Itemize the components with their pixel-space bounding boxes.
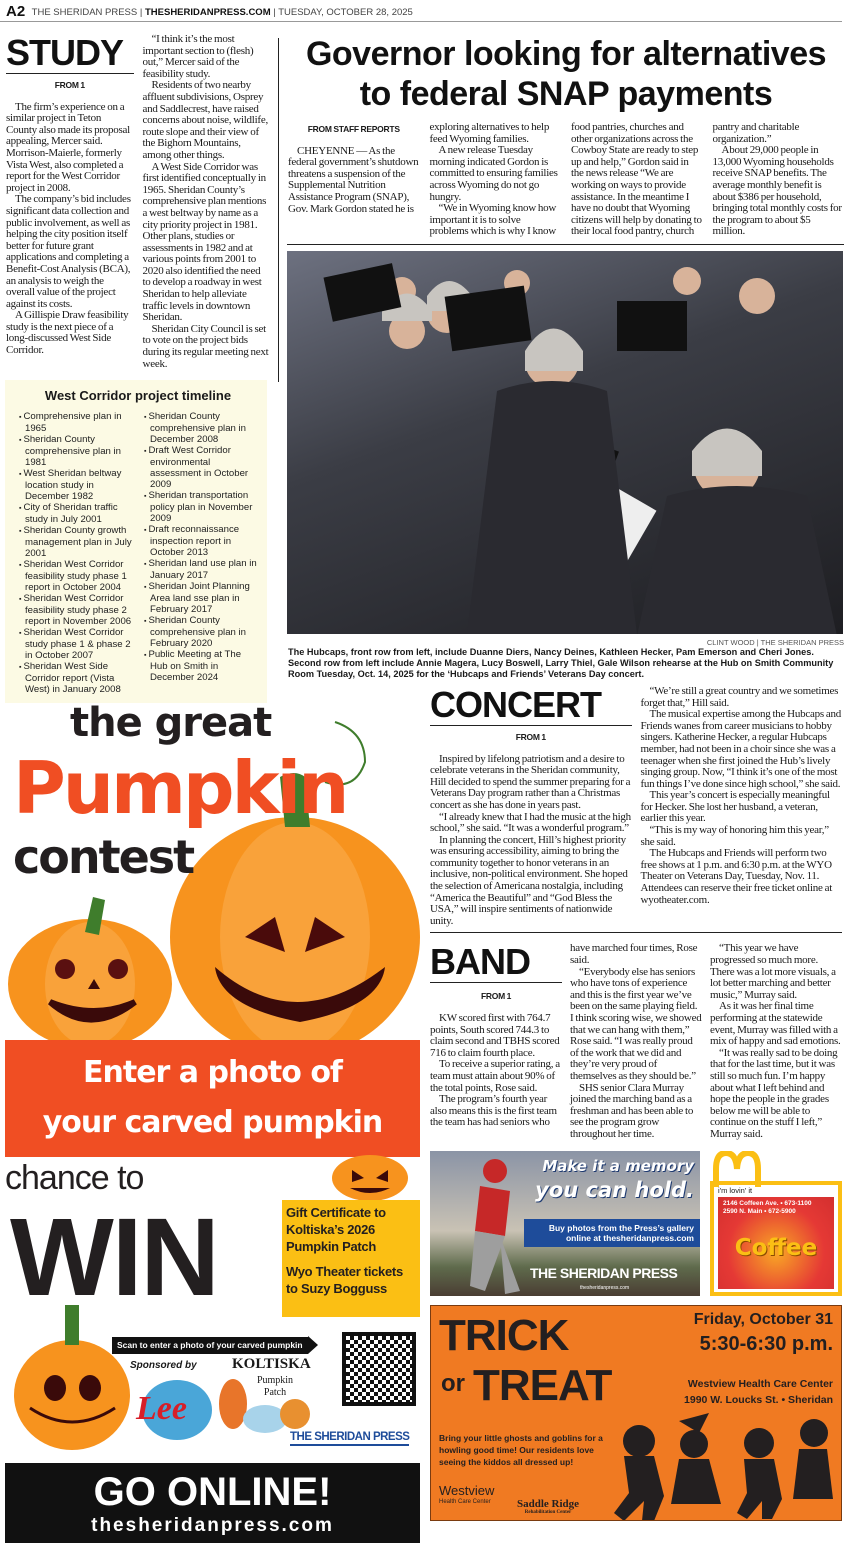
left-column [6,34,270,703]
concert-kicker: CONCERT [430,686,632,726]
golden-arches-logo [712,1151,762,1187]
study-paragraph: The firm’s experience on a similar project in Teton County also made its proposal appealing, Mercer said. Morrison-Maierle, formerly Vista West, also completed a report for the West Corridor project in 2008. [6,100,130,194]
snap-headline: Governor looking for alternatives to federal SNAP payments [305,35,827,113]
hubcaps-photo [287,251,843,634]
header-divider [0,21,842,22]
timeline-item: ▪ Sheridan Joint Planning Area land sse plan in February 2017 [142,581,259,615]
study-paragraph: “I think it’s the most important section to (flesh) out,” Mercer said of the feasibility study. [142,33,254,80]
memory-line-1: Make it a memory [542,1156,694,1175]
koltiska-logo: KOLTISKA [232,1356,311,1372]
band-paragraph: KW scored first with 764.7 points, South scored 744.3 to claim second and TBHS scored 716 to claim fourth place. [430,1012,560,1059]
tot-title-trick: TRICK [439,1310,569,1360]
mcd-address-1: 2146 Coffeen Ave. • 673-1100 [723,1199,812,1207]
band-paragraph: “It was really sad to be doing that for the last time, but it was still so much fun. I’m happy about what I left behind and hope the people in the grades below me will be able to continue on the stuff I left,” Murray said. [710,1046,838,1140]
snap-paragraph: About 29,000 people in 13,000 Wyoming households receive SNAP benefits. The average monthly benefit is about $386 per household, bringing total monthly costs for the program to about $5 million. [712,144,842,238]
concert-paragraph: The musical expertise among the Hubcaps and Friends wanes from career musicians to hobby singers. Katherine Hecker, a regular Hubcaps member, had not been in a choir since she was a teenager when she first joined the Hub’s lively singing group. Now, “I think it’s one of the most fun things I’ve done since high school,” she said. [640,708,842,790]
snap-paragraph: “We in Wyoming know how important it is to solve problems which is why I know food pantries, churches and other organizations across the Cowboy State are ready to step up and help,” Gordon said in the news release “We are working on ways to provide assistance. In the meantime I have no doubt that Wyoming citizens will help by donating to their local food pantry, church pantry and charitable organization.” [429,121,800,238]
concert-paragraph: “I already knew that I had the music at the high school,” she said. “It was a wonderful program.” [430,810,631,835]
small-pumpkin-icon [330,1150,410,1202]
study-head [6,34,134,92]
band-paragraph: As it was her final time performing at the statewide event, Murray was filled with a mix of happy and sad emotions. [710,1000,841,1048]
timeline-item: ▪ Sheridan land use plan in January 2017 [142,558,259,581]
pumpkin-contest-ad[interactable] [5,697,420,1157]
timeline-item: ▪ Comprehensive plan in 1965 [17,411,134,434]
study-paragraph: Residents of two nearby affluent subdivisions, Osprey and Saddlecrest, have raised concerns about noise, wildlife, route slope and their view of the Bighorn Mountains, among other things. [142,79,268,161]
timeline-item: ▪ West Sheridan beltway location study in December 1982 [17,468,134,502]
ad-line-contest: contest [13,830,194,884]
memory-brand-url: thesheridanpress.com [580,1284,630,1291]
scan-arrow [112,1336,318,1354]
westview-logo [439,1484,494,1506]
concert-article [430,683,842,928]
timeline-title: West Corridor project timeline [44,388,232,404]
arrow-icon [308,1336,318,1354]
banner-line-1: Enter a photo of [83,1055,342,1090]
photo-credit: CLINT WOOD | THE SHERIDAN PRESS [706,637,844,647]
band-head [430,943,562,1003]
photo-gallery-ad[interactable] [430,1151,700,1296]
study-paragraph: A Gillispie Draw feasibility study is the next piece of a long-discussed West Side Corridor. [6,309,129,357]
timeline-item: ▪ Sheridan County growth management plan in July 2001 [17,525,134,559]
timeline-item: ▪ Sheridan County comprehensive plan in February 2020 [142,615,259,649]
band-paragraph: To receive a superior rating, a team must attain about 90% of the total points, Rose said. [430,1058,560,1094]
concert-head [430,683,632,744]
go-online-title: GO ONLINE! [93,1470,332,1514]
concert-paragraph: In planning the concert, Hill’s highest priority was ensuring accessibility, aiming to bring the community together to honor veterans in an inclusive, non-political environment. She hoped the selection of Americana nostalgia, including “America the Beautiful” and “God Bless the USA,” will inspire sentiments of nationwide unity. [430,833,628,927]
memory-brand: THE SHERIDAN PRESS [530,1264,678,1281]
page-header: A2 THE SHERIDAN PRESS | THESHERIDANPRESS.COM | TUESDAY, OCTOBER 28, 2025 [6,3,413,20]
band-paragraph: SHS senior Clara Murray joined the marching band as a freshman and has been able to see the program grow throughout her time. [570,1081,694,1140]
tot-title-or: or [441,1369,465,1397]
concert-paragraph: “This is my way of honoring him this year,” she said. [640,824,829,848]
timeline-item: ▪ Draft West Corridor environmental assessment in October 2009 [142,445,259,490]
qr-code[interactable] [342,1332,416,1406]
go-online-banner[interactable] [5,1463,420,1543]
photo-caption: The Hubcaps, front row from left, include Duanne Diers, Nancy Deines, Kathleen Hecker, Pam Emerson and Cheri Jones. Second row from left include Annie Magera, Lucy Boswell, Larry Thiel, Gale Wilson rehearse at the Hub on Smith Community Room Tuesday, Oct. 14, 2025 for the ‘Hubcaps and Friends’ Veterans Day concert. [288,646,834,679]
study-from: FROM 1 [54,80,85,90]
koltiska-subtitle: Pumpkin Patch [256,1375,294,1398]
concert-paragraph: This year’s concert is especially meaningful for Hecker. She lost her husband, a veteran, earlier this year. [640,789,830,825]
timeline-item: ▪ Sheridan County comprehensive plan in December 2008 [142,411,259,445]
concert-paragraph: The Hubcaps and Friends will perform two free shows at 1 p.m. and 6:30 p.m. at the WYO Theater on Veterans Day, Tuesday, Nov. 11. Attendees can reserve their free ticket online at wyotheater.com. [640,847,833,906]
page-number: A2 [6,3,26,20]
sheridan-press-logo: THE SHERIDAN PRESS [290,1430,409,1446]
concert-paragraph: “We’re still a great country and we sometimes forget that,” Hill said. [640,684,839,709]
mcdonalds-coffee-ad[interactable] [710,1151,842,1296]
study-paragraph: The company’s bid includes significant data collection and public involvement, as well as helping the city position itself better for future grant applications and completing a Benefit-Cost Analysis (BCA), an analysis to weigh the overall value of the project against its costs. [6,193,131,310]
ad-line-pumpkin: Pumpkin [13,746,347,830]
chance-to-text: chance to [5,1159,144,1197]
concert-paragraph: Inspired by lifelong patriotism and a desire to celebrate veterans in the Sheridan community, Hill decided to spend the summer preparing for a Veterans Day program rather than a Christmas concert as she has done in years past. [430,752,631,811]
study-paragraph: Sheridan City Council is set to vote on the project bids during its regular meeting next week. [142,322,269,370]
concert-rule [430,932,842,933]
prizes-box [282,1200,420,1317]
timeline-item: ▪ City of Sheridan traffic study in July 2001 [17,502,134,525]
saddle-ridge-logo [517,1498,579,1516]
timeline-item: ▪ Sheridan West Side Corridor report (Vista West) in January 2008 [17,661,134,695]
tot-venue: Westview Health Care Center [687,1377,833,1390]
mcd-coffee-text: Coffee [734,1234,818,1261]
snap-rule [287,244,844,245]
choir-illustration [287,251,843,634]
tot-time: 5:30-6:30 p.m. [699,1332,833,1355]
memory-line-2: you can hold. [535,1177,694,1202]
snap-article [288,122,844,238]
kids-silhouettes [589,1411,841,1521]
issue-date: TUESDAY, OCTOBER 28, 2025 [278,7,413,18]
baseball-player-illustration [440,1156,530,1296]
band-article [430,943,842,1140]
timeline-box [5,380,267,703]
mcd-slogan: i'm lovin' it [718,1185,753,1195]
snap-paragraph: A new release Tuesday morning indicated Gordon is committed to ensuring families across Wyoming do not go hungry. [429,144,558,203]
prize-theater-tickets: Wyo Theater tickets to Suzy Bogguss [286,1264,403,1296]
tot-blurb: Bring your little ghosts and goblins for a howling good time! Our residents love seeing the kiddos all dressed up! [439,1432,603,1467]
site-link[interactable]: THESHERIDANPRESS.COM [144,7,271,18]
mcd-coffee-panel [718,1197,834,1289]
timeline-item: ▪ Sheridan County comprehensive plan in 1981 [17,434,134,468]
scan-arrow-label: Scan to enter a photo of your carved pumpkin [112,1337,308,1354]
trick-or-treat-ad[interactable] [430,1305,842,1521]
paper-name: THE SHERIDAN PRESS [31,7,138,18]
go-online-url[interactable]: thesheridanpress.com [91,1515,334,1536]
westview-logo-sub: Health Care Center [439,1498,491,1505]
enter-photo-banner [5,1040,420,1157]
saddle-ridge-logo-text: Saddle Ridge [517,1497,580,1510]
study-article [6,34,270,370]
win-text: WIN [10,1196,218,1319]
sponsored-by-label: Sponsored by [130,1360,197,1371]
concert-from: FROM 1 [515,731,546,742]
band-from: FROM 1 [480,991,512,1002]
band-kicker: BAND [430,943,562,983]
win-ad[interactable] [0,1160,420,1458]
saddle-ridge-logo-sub: Rehabilitation Center [524,1509,572,1515]
snap-byline: FROM STAFF REPORTS [307,124,400,134]
small-pumpkin [8,897,172,1049]
study-paragraph: A West Side Corridor was first identified conceptually in 1965. Sheridan County’s comprehensive plan mentions a west beltway by name as a city priority project in 1981. Other plans, studies or assessments in 1982 and at various points from 2001 to 2020 also identified the need to develop a roadway in west Sheridan to help alleviate traffic levels in downtown Sheridan. [142,160,267,324]
timeline-item: ▪ Sheridan West Corridor study phase 1 & phase 2 in October 2007 [17,627,134,661]
timeline-item: ▪ Sheridan transportation policy plan in November 2009 [142,490,259,524]
tot-date: Friday, October 31 [693,1310,833,1328]
lee-logo [136,1380,212,1440]
tot-title-treat: TREAT [473,1360,612,1410]
timeline-item: ▪ Draft reconnaissance inspection report in October 2013 [142,524,259,558]
westview-logo-text: Westview [439,1482,495,1498]
band-paragraph: The program’s fourth year also means this is the first team the team has had seniors who have marched four times, Rose said. [430,942,698,1129]
snap-paragraph: CHEYENNE — As the federal government’s shutdown threatens a suspension of the Supplemental Nutrition Assistance Program (SNAP), Gov. Mark Gordon stated he is exploring alternatives to help feed Wyoming families. [288,121,550,215]
mcd-address-2: 2590 N. Main • 672-5900 [723,1207,796,1215]
lower-right-column [430,683,842,1521]
band-paragraph: “This year we have progressed so much more. There was a lot more visuals, a lot better marching and better music,” Murray said. [710,942,836,1001]
prize-gift-certificate: Gift Certificate to Koltiska’s 2026 Pumpkin Patch [286,1205,386,1254]
band-paragraph: “Everybody else has seniors who have tons of experience and this is the first year we’ve been on the same playing field. I think scoring wise, we showed that we can hang with them,” Rose said. “I was really proud of the work that we did and they’re very proud of themselves as they should be.” [570,965,702,1082]
timeline-item: ▪ Sheridan West Corridor feasibility study phase 1 report in October 2004 [17,559,134,593]
tot-address: 1990 W. Loucks St. • Sheridan [684,1393,833,1406]
timeline-item: ▪ Public Meeting at The Hub on Smith in December 2024 [142,649,259,683]
ad-line-the-great: the great [70,700,272,746]
column-divider [278,38,279,382]
memory-promo: Buy photos from the Press’s gallery online at thesheridanpress.com [524,1219,700,1247]
study-kicker: STUDY [6,34,134,74]
ad-row [430,1151,842,1296]
lee-logo-text: Lee [136,1390,187,1427]
timeline-item: ▪ Sheridan West Corridor feasibility study phase 2 report in November 2006 [17,593,134,627]
banner-line-2: your carved pumpkin [42,1105,383,1140]
